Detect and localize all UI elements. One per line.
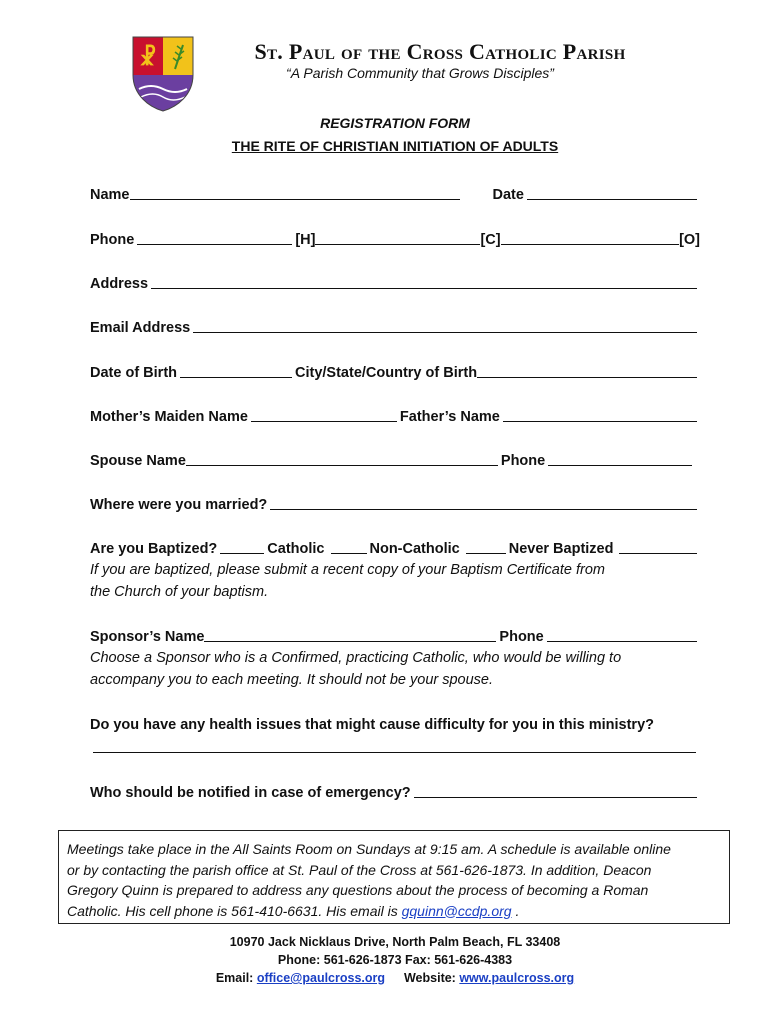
sponsor-note-line-1: Choose a Sponsor who is a Confirmed, practicing Catholic, who would be willing to: [90, 650, 622, 666]
svg-text:☧: ☧: [139, 45, 157, 70]
footer-phone: Phone: 561-626-1873 Fax: 561-626-4383: [277, 953, 513, 967]
phone-cell-label: [C]: [480, 232, 501, 248]
sponsor-phone-label: Phone: [499, 629, 544, 645]
form-subtitle: THE RITE OF CHRISTIAN INITIATION OF ADULTS: [231, 138, 559, 154]
footer-email-label: Email:: [215, 971, 257, 985]
info-line-3: Gregory Quinn is prepared to address any questions about the process of becoming a Roman: [67, 882, 649, 898]
baptized-label: Are you Baptized?: [90, 541, 218, 557]
father-label: Father’s Name: [399, 409, 500, 425]
form-title: REGISTRATION FORM: [320, 115, 470, 131]
info-line-4-end: .: [511, 902, 520, 919]
never-baptized-field[interactable]: [619, 553, 697, 554]
sponsor-label: Sponsor’s Name: [90, 629, 205, 645]
spouse-phone-label: Phone: [500, 453, 546, 469]
catholic-checkbox[interactable]: [220, 553, 264, 554]
website-link[interactable]: www.paulcross.org: [459, 971, 575, 985]
sponsor-phone-field[interactable]: [547, 641, 697, 642]
spouse-row: [90, 449, 700, 469]
dob-field[interactable]: [180, 377, 292, 378]
emergency-label: Who should be notified in case of emergency?: [90, 785, 411, 801]
baptism-note-line-2: the Church of your baptism.: [90, 584, 269, 600]
info-line-2: or by contacting the parish office at St. Paul of the Cross at 561-626-1873. In addition, Deacon: [67, 861, 652, 878]
info-line-4: [67, 901, 721, 922]
phone-home-field[interactable]: [137, 244, 292, 245]
address-field[interactable]: [151, 288, 697, 289]
info-line-4-text: Catholic. His cell phone is 561-410-6631. His email is: [67, 902, 402, 919]
parish-crest-icon: [131, 35, 195, 113]
phone-label: Phone: [90, 232, 135, 248]
birth-row: [90, 361, 700, 381]
mother-field[interactable]: [251, 421, 397, 422]
email-row: [90, 316, 700, 336]
meeting-info-box: [58, 830, 730, 924]
married-row: [90, 493, 700, 513]
spouse-phone-field[interactable]: [548, 465, 692, 466]
address-row: [90, 272, 700, 292]
never-baptized-checkbox[interactable]: [466, 553, 506, 554]
name-date-row: [90, 183, 700, 203]
catholic-option: Catholic: [267, 541, 325, 557]
email-field[interactable]: [193, 332, 697, 333]
birthplace-label: City/State/Country of Birth: [295, 365, 478, 381]
date-label: Date: [492, 187, 524, 203]
parents-row: [90, 405, 700, 425]
health-row: [90, 713, 700, 733]
footer-contact: [90, 971, 700, 985]
sponsor-field[interactable]: [204, 641, 496, 642]
address-label: Address: [90, 276, 149, 292]
phone-office-label: [O]: [679, 232, 700, 248]
health-label: Do you have any health issues that might cause difficulty for you in this ministry?: [90, 717, 654, 733]
phone-office-field[interactable]: [501, 244, 679, 245]
baptized-row: [90, 537, 700, 557]
emergency-row: [90, 781, 700, 801]
noncatholic-option: Non-Catholic: [369, 541, 460, 557]
info-line-1: Meetings take place in the All Saints Room on Sundays at 9:15 am. A schedule is available online: [67, 841, 671, 857]
name-label: Name: [90, 187, 130, 203]
spouse-field[interactable]: [186, 465, 498, 466]
dob-label: Date of Birth: [90, 365, 177, 381]
emergency-field[interactable]: [414, 797, 697, 798]
date-field[interactable]: [527, 199, 697, 200]
office-email-link[interactable]: office@paulcross.org: [256, 971, 386, 985]
noncatholic-checkbox[interactable]: [331, 553, 367, 554]
phone-cell-field[interactable]: [315, 244, 480, 245]
health-field[interactable]: [93, 752, 696, 753]
parish-tagline: “A Parish Community that Grows Disciples”: [286, 65, 554, 81]
never-baptized-option: Never Baptized: [508, 541, 614, 557]
birthplace-field[interactable]: [477, 377, 697, 378]
father-field[interactable]: [503, 421, 697, 422]
sponsor-note: [90, 647, 700, 691]
sponsor-row: [90, 625, 700, 645]
footer-website-label: Website:: [403, 971, 460, 985]
footer-address: 10970 Jack Nicklaus Drive, North Palm Beach, FL 33408: [229, 935, 561, 949]
deacon-email-link[interactable]: gquinn@ccdp.org: [401, 902, 512, 919]
married-label: Where were you married?: [90, 497, 268, 513]
phone-home-label: [H]: [295, 232, 316, 248]
married-field[interactable]: [270, 509, 697, 510]
name-field[interactable]: [130, 199, 460, 200]
baptism-note: [90, 559, 700, 603]
parish-name: St. Paul of the Cross Catholic Parish: [254, 39, 626, 64]
spouse-label: Spouse Name: [90, 453, 186, 469]
mother-label: Mother’s Maiden Name: [90, 409, 248, 425]
email-label: Email Address: [90, 320, 191, 336]
phone-row: [90, 228, 700, 248]
baptism-note-line-1: If you are baptized, please submit a recent copy of your Baptism Certificate from: [90, 562, 605, 578]
sponsor-note-line-2: accompany you to each meeting. It should not be your spouse.: [90, 672, 494, 688]
